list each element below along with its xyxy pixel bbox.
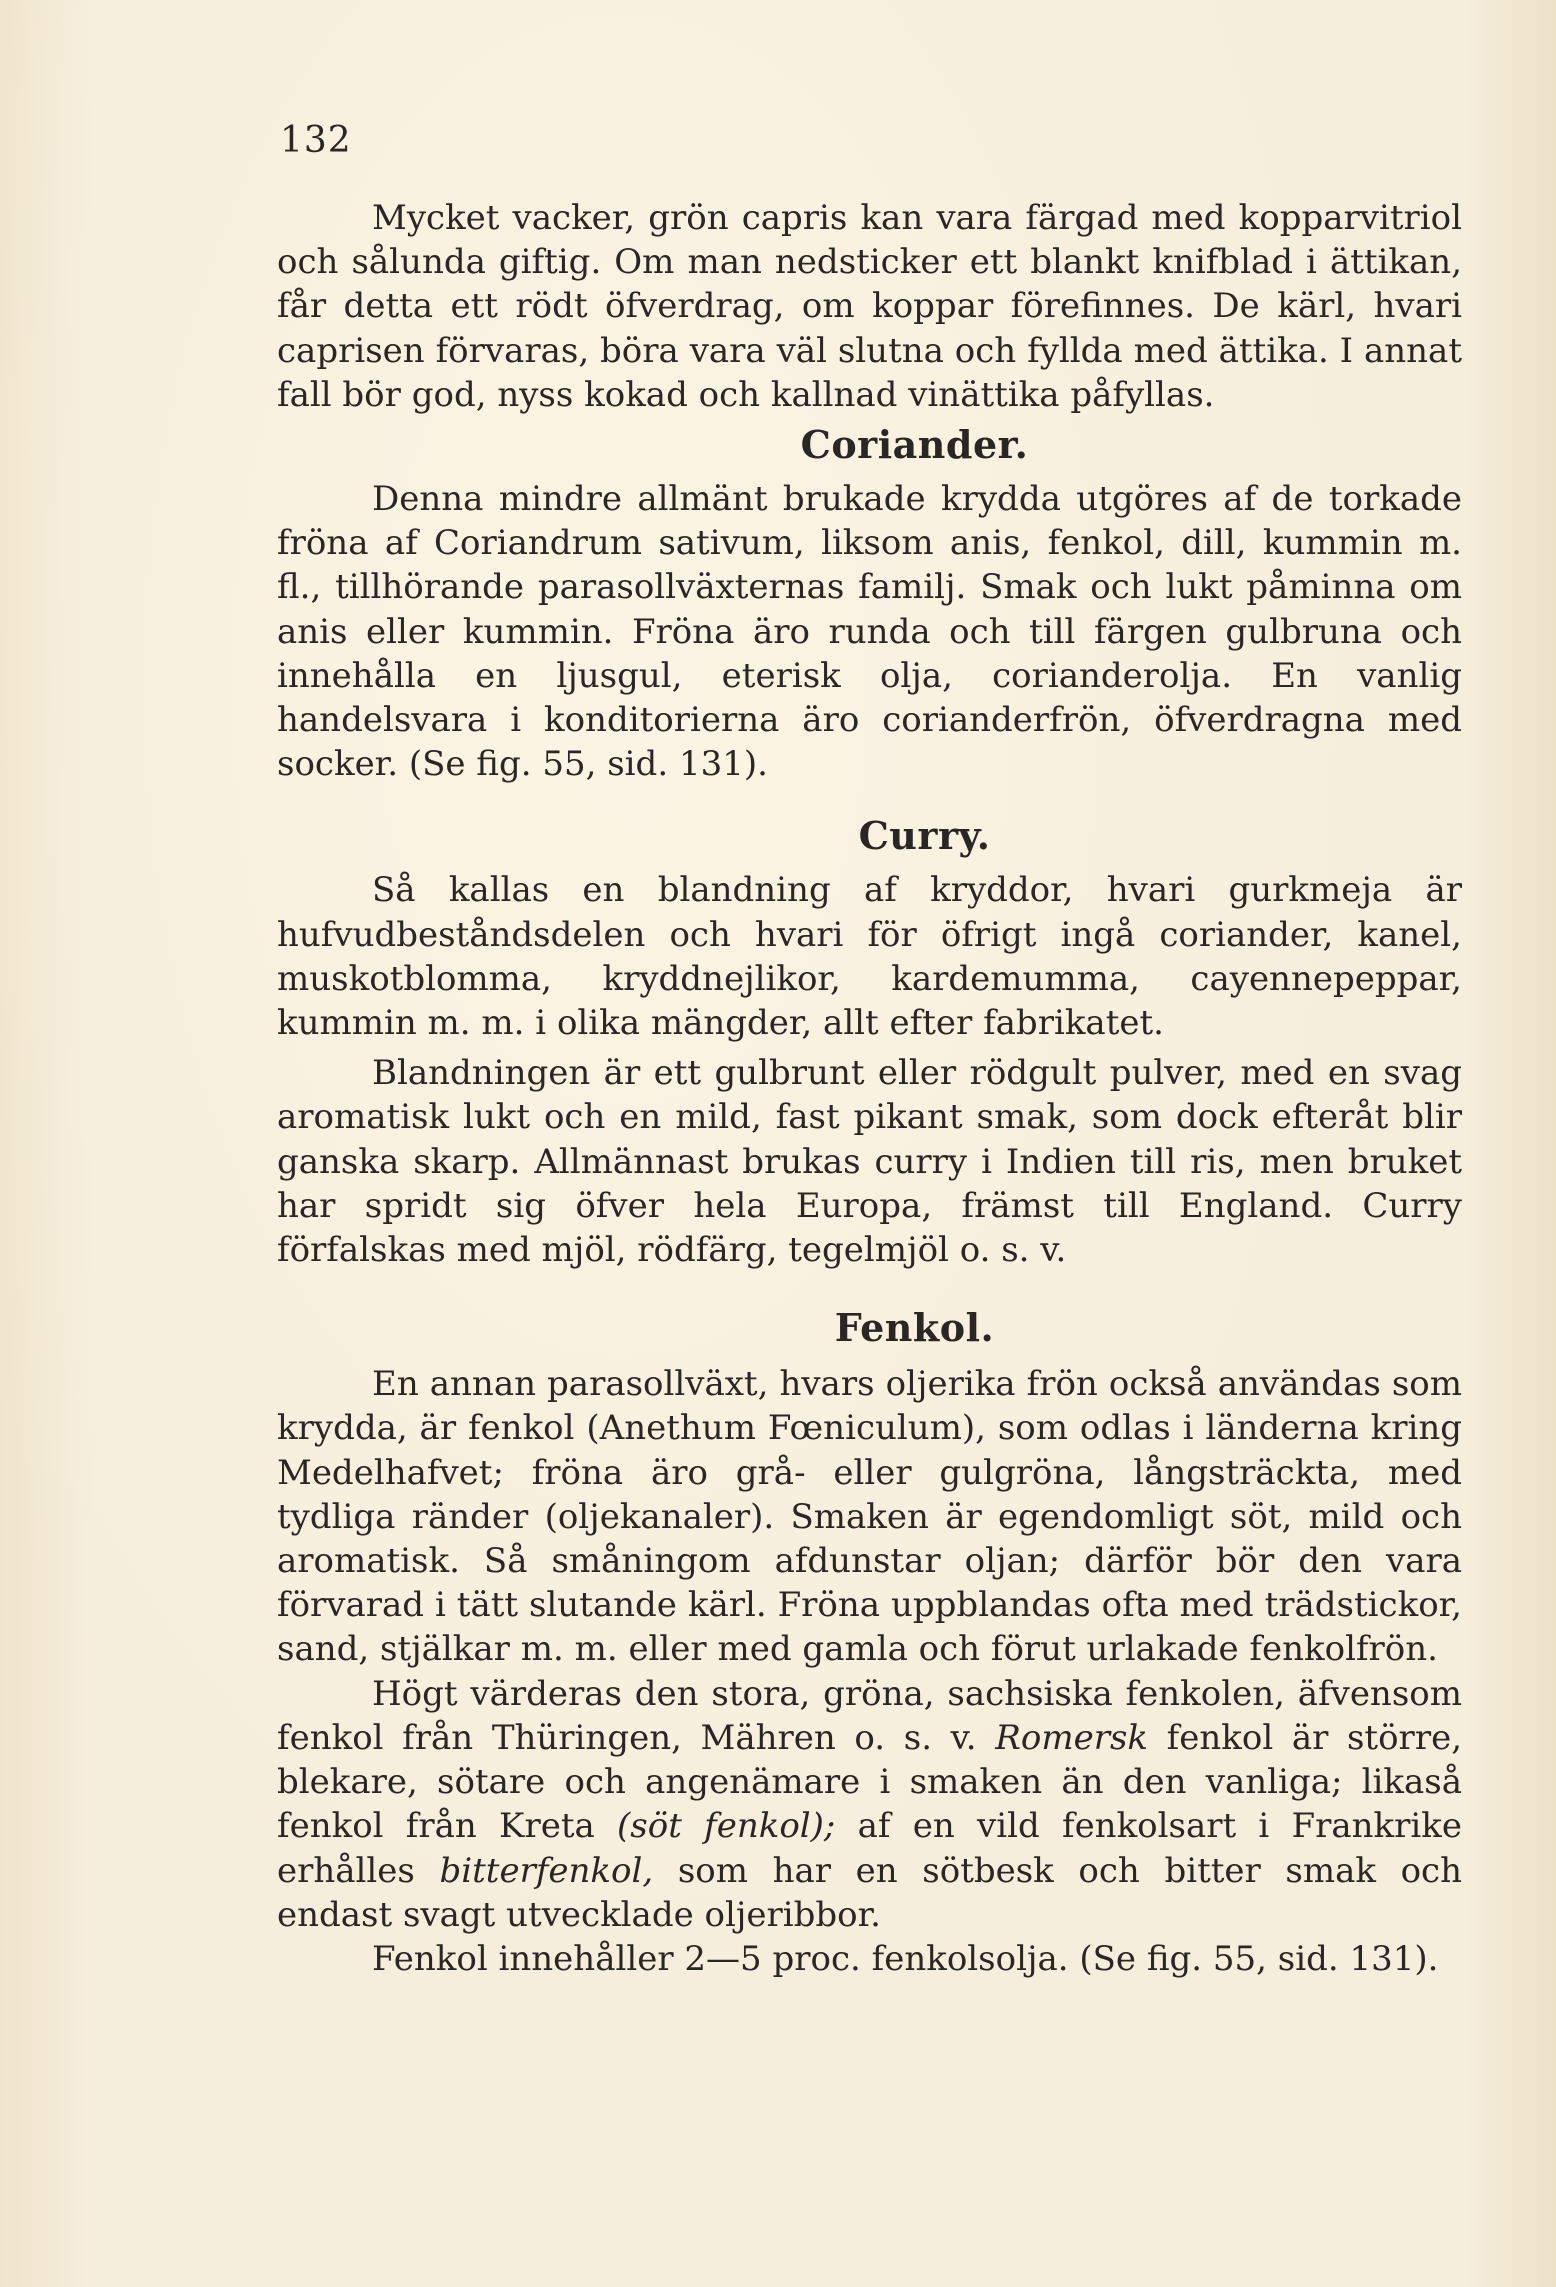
fenkol-paragraph-2-text-4: som har en sötbesk och bitter smak och endast svagt utvecklade oljeribbor.: [277, 1850, 1462, 1935]
fenkol-heading: Fenkol.: [834, 1305, 995, 1351]
fenkol-paragraph-2-text-3: af en vild fenkolsart i Frankrike erhålles: [277, 1806, 1462, 1891]
curry-paragraph-2: Blandningen är ett gulbrunt eller rödgult pulver, med en svag aromatisk lukt och en mild, fast pikant smak, som dock efteråt blir ganska skarp. Allmännast brukas curry i Indien till ris, men bruket har spridt sig öfver hela Europa, främst till England. Curry förfalskas med mjöl, rödfärg, tegelmjöl o. s. v.: [277, 1053, 1462, 1271]
coriander-paragraph: Denna mindre allmänt brukade krydda utgöres af de torkade fröna af Coriandrum sativum, liksom anis, fenkol, dill, kummin m. fl., tillhörande parasollväxternas familj. Smak och lukt påminna om anis eller kummin. Fröna äro runda och till färgen gulbruna och innehålla en ljusgul, eterisk olja, corianderolja. En vanlig handelsvara i konditorierna äro corianderfrön, öfverdragna med socker. (Se fig. 55, sid. 131).: [277, 479, 1462, 785]
fenkol-paragraph-1: En annan parasollväxt, hvars oljerika frön också användas som krydda, är fenkol (Anethum Fœniculum), som odlas i länderna kring Medelhafvet; fröna äro grå- eller gulgröna, långsträckta, med tydliga ränder (oljekanaler). Smaken är egendomligt söt, mild och aromatisk. Så småningom afdunstar oljan; därför bör den vara förvarad i tätt slutande kärl. Fröna uppblandas ofta med trädstickor, sand, stjälkar m. m. eller med gamla och förut urlakade fenkolfrön.: [277, 1364, 1462, 1670]
fenkol-paragraph-2-italic-bitterfenkol: bitterfenkol,: [439, 1850, 654, 1891]
fenkol-paragraph-2-italic-romersk: Romersk: [995, 1717, 1148, 1758]
fenkol-paragraph-3: Fenkol innehåller 2—5 proc. fenkolsolja. (Se fig. 55, sid. 131).: [372, 1938, 1439, 1979]
fenkol-paragraph-2-text-1: Högt värderas den stora, gröna, sachsiska fenkolen, äfvensom fenkol från Thüringen, Mähren o. s. v.: [277, 1673, 1462, 1758]
fenkol-paragraph-2-text-2: fenkol är större, blekare, sötare och angenämare i smaken än den vanliga; likaså fenkol från Kreta: [277, 1717, 1462, 1847]
curry-heading: Curry.: [858, 813, 991, 859]
fenkol-paragraph-2-italic-sot-fenkol: (söt fenkol);: [617, 1806, 836, 1847]
text-column: [277, 196, 1462, 1981]
intro-paragraph: Mycket vacker, grön capris kan vara färgad med kopparvitriol och sålunda giftig. Om man nedsticker ett blankt knifblad i ättikan, får detta ett rödt öfverdrag, om koppar förefinnes. De kärl, hvari caprisen förvaras, böra vara väl slutna och fyllda med ättika. I annat fall bör god, nyss kokad och kallnad vinättika påfyllas.: [277, 198, 1462, 415]
fenkol-paragraph-2: [277, 1672, 1462, 1937]
curry-paragraph-1: Så kallas en blandning af kryddor, hvari gurkmeja är hufvudbeståndsdelen och hvari för öfrigt ingå coriander, kanel, muskotblomma, kryddnejlikor, kardemumma, cayennepeppar, kummin m. m. i olika mängder, allt efter fabrikatet.: [277, 870, 1462, 1044]
page-number: 132: [280, 120, 352, 161]
coriander-heading: Coriander.: [800, 422, 1029, 468]
